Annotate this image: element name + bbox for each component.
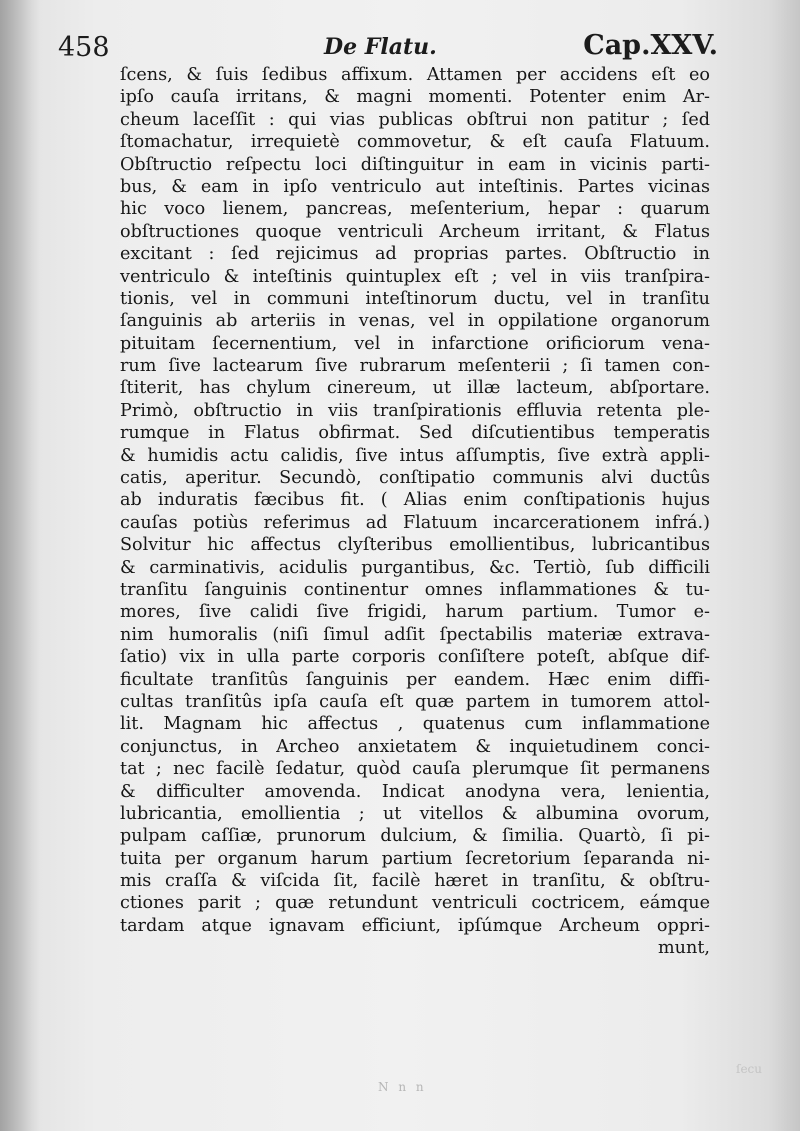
text-line: excitant : ſed rejicimus ad proprias partes. Obſtructio in (120, 244, 710, 265)
text-line: rumque in Flatus obfirmat. Sed diſcutientibus temperatis (120, 423, 710, 444)
text-line: Primò, obſtructio in viis tranſpirationis effluvia retenta ple- (120, 400, 710, 421)
text-line: Obſtructio reſpectu loci diſtinguitur in eam in vicinis parti- (120, 154, 710, 175)
text-line: ctiones parit ; quæ retundunt ventriculi coctricem, eámque (120, 893, 710, 914)
text-line: hic voco lienem, pancreas, meſenterium, hepar : quarum (120, 199, 710, 220)
text-line: nim humoralis (niſi ſimul adſit ſpectabilis materiæ extrava- (120, 624, 710, 645)
text-line: Solvitur hic affectus clyſteribus emollientibus, lubricantibus (120, 535, 710, 556)
text-line: lubricantia, emollientia ; ut vitellos & albumina ovorum, (120, 803, 710, 824)
text-line: ſtiterit, has chylum cinereum, ut illæ lacteum, abſportare. (120, 378, 710, 399)
text-line: obſtructiones quoque ventriculi Archeum irritant, & Flatus (120, 221, 710, 242)
text-line: tat ; nec facilè ſedatur, quòd cauſa plerumque ſit permanens (120, 759, 710, 780)
text-line: cauſas potiùs referimus ad Flatuum incarcerationem infrá.) (120, 512, 710, 533)
text-line: & humidis actu calidis, ſive intus aſſumptis, ſive extrà appli- (120, 445, 710, 466)
text-line: ſanguinis ab arteriis in venas, vel in oppilatione organorum (120, 311, 710, 332)
show-through-text: ſecu (736, 1062, 762, 1076)
text-line: lit. Magnam hic affectus , quatenus cum inflammatione (120, 714, 710, 735)
text-line: ficultate tranſitûs ſanguinis per eandem. Hæc enim diffi- (120, 669, 710, 690)
text-line: conjunctus, in Archeo anxietatem & inquietudinem conci- (120, 736, 710, 757)
catchword: munt, (657, 938, 710, 959)
catchword-row (120, 937, 710, 959)
text-line: catis, aperitur. Secundò, conſtipatio communis alvi ductûs (120, 468, 710, 489)
text-line: cheum laceſſit : qui vias publicas obſtrui non patitur ; ſed (120, 109, 710, 130)
text-line: ipſo cauſa irritans, & magni momenti. Potenter enim Ar- (120, 87, 710, 108)
text-line: ventriculo & inteſtinis quintuplex eſt ; vel in viis tranſpira- (120, 266, 710, 287)
text-line: & difficulter amovenda. Indicat anodyna vera, lenientia, (120, 781, 710, 802)
text-line: tionis, vel in communi inteſtinorum ductu, vel in tranſitu (120, 288, 710, 309)
text-line: rum ſive lactearum ſive rubrarum meſenterii ; ſi tamen con- (120, 356, 710, 377)
text-line: tardam atque ignavam efficiunt, ipſúmque Archeum oppri- (120, 915, 710, 936)
text-line: & carminativis, acidulis purgantibus, &c. Tertiò, ſub difficili (120, 557, 710, 578)
text-line: ſatio) vix in ulla parte corporis conſiſtere poteſt, abſque dif- (120, 647, 710, 668)
running-title: De Flatu. (324, 34, 437, 60)
page-number: 458 (58, 32, 110, 63)
text-line: pituitam ſecernentium, vel in infarctione orificiorum vena- (120, 333, 710, 354)
gutter-shadow (0, 0, 40, 1131)
text-line: pulpam caſſiæ, prunorum dulcium, & ſimilia. Quartò, ſi pi- (120, 826, 710, 847)
signature-mark: N n n (378, 1080, 427, 1094)
chapter-reference: Cap.XXV. (583, 30, 718, 61)
text-line: bus, & eam in ipſo ventriculo aut inteſtinis. Partes vicinas (120, 176, 710, 197)
text-line: ſcens, & ſuis ſedibus affixum. Attamen per accidens eſt eo (120, 65, 710, 85)
text-line: cultas tranſitûs ipſa cauſa eſt quæ partem in tumorem attol- (120, 691, 710, 712)
text-line: mores, ſive calidi ſive frigidi, harum partium. Tumor e- (120, 602, 710, 623)
body-text (120, 64, 710, 960)
text-line: ſtomachatur, irrequietè commovetur, & eſt cauſa Flatuum. (120, 132, 710, 153)
text-line: tuita per organum harum partium ſecretorium ſeparanda ni- (120, 848, 710, 869)
text-line: tranſitu ſanguinis continentur omnes inflammationes & tu- (120, 579, 710, 600)
text-line: ab induratis fæcibus fit. ( Alias enim conſtipationis hujus (120, 490, 710, 511)
text-line: mis craſſa & viſcida ſit, facilè hæret in tranſitu, & obſtru- (120, 871, 710, 892)
